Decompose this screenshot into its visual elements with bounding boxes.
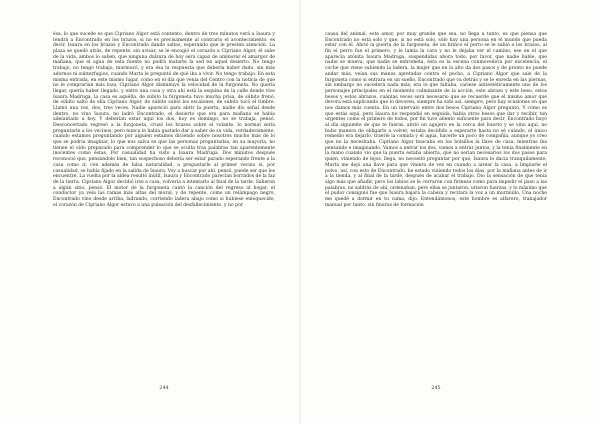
- left-page-paragraph: ésa, lo que sucede es que Cipriano Algor está contento, dentro de tres minutos verá a Isaura y tendrá a Encontrado en los brazos, si no es precisamente al contrario el acontecimiento, es decir, Isaura en los brazos y Encontrado dando saltos, esperando que le presten atención. La plaza se quedó atrás, de repente, sin avisar, se le encogió el corazón a Cipriano Algor, él sabe de la vida, ambos lo saben, que ninguna dulzura de hoy será capaz de aminorar el amargor de mañana, que el agua de esta fuente no podrá matarte la sed en aquel desierto. No tengo trabajo, no tengo trabajo, murmuró, y era ésa la respuesta que debería haber dado, sin más adornos ni subterfugios, cuando Marta le preguntó de qué iba a vivir. No tengo trabajo. En esta misma entrada, en este mismo lugar, como en el día que venía del Centro con la noticia de que no le comprarían más loza, Cipriano Algor disminuyó la velocidad de la furgoneta. No quería llegar, quería haber llegado, y entre una cosa y otra ahí está la esquina de la calle donde vive Isaura Madruga, la casa es aquélla, de súbito la furgoneta tuvo mucha prisa, de súbito frenó, de súbito saltó de ella Cipriano Algor, de súbito subió los escalones, de súbito tocó el timbre. Llamó una vez, dos, tres veces. Nadie apareció para abrir la puerta, nadie dio señal desde dentro, no vino Isaura, no ladró Encontrado, el desierto que era para mañana se había adelantado a hoy. Y deberían estar aquí los dos, hoy es domingo, no se trabaja, pensó. Desconcertado regresó a la furgoneta, cruzó los brazos sobre el volante, lo normal sería preguntarle a los vecinos, pero nunca le había gustado dar a saber de su vida, verdaderamente, cuando estamos preguntando por alguien estamos diciendo sobre nosotros mucho más de lo que se podría imaginar, lo que nos salva es que las personas preguntadas, en su mayoría, no tienen el oído preparado para comprender lo que se oculta tras palabras tan aparentemente inocentes como éstas, Por casualidad ha visto a Isaura Madruga. Dos minutos después reconoció que, pensándolo bien, tan sospechoso debería ser estar parado esperando frente a la casa como ir, con además de falsa naturalidad, a preguntarle al primer vecino si, por casualidad, se había fijado en la salida de Isaura. Voy a buscar por ahí, pensó, puede ser que los encuentre. La vuelta por la aldea resultó inútil, Isaura y Encontrado parecían borrados de la faz de la tierra. Cipriano Algor decidió irse a casa, volvería a intentarlo al final de la tarde. Salieron a algún sitio, pensó. El motor de la furgoneta cantó la canción del regreso al hogar, el conductor ya veía las ramas más altas del moral, y de repente, como un relámpago negro, Encontrado vino desde arriba, ladrando, corriendo ladera abajo como si hubiese enloquecido, el corazón de Cipriano Algor estuvo a una pulsación del desfallecimiento, y no por: [53, 32, 276, 208]
- right-page-number: 245: [431, 386, 441, 391]
- right-page-paragraph: causa del animal, este amor, por muy grande que sea, no llega a tanto, es que piensa que Encontrado no está solo y que, si no está solo, sólo hay una persona en el mundo que pueda estar con él. Abrió la puerta de la furgoneta, de un brinco el perro se le subió a los brazos, al fin el perro fue el primero, y le lamía la cara y no le dejaba ver el camino, ese en el que aparecía atónita Isaura Madruga, suspendidas ahora todo, por favor, que nadie hable, que nadie se mueva, que nadie se entrometa, ésta es la escena conmovedora por excelencia, el coche que viene subiendo la ladera, la mujer que en lo alto da dos pasos y de pronto no puede andar más, veían sus manos apretadas contra el pecho, a Cipriano Algor que sale de la furgoneta como si entrara en un sueño, Encontrado que va detrás y se le enreda en las piernas, sin embargo no sucederá nada más, era lo que faltaba, cariese antiestéticamente uno de los personajes principales en el momento culminante de la acción, este abrazo y este beso, estos besos y estos abrazos, cuántas veces será necesario que se recuerde que el mismo amor que devora está suplicando que lo devoren, siempre ha sido así, siempre, pero hay ocasiones en que nos damos más cuenta. En un intervalo entre dos besos Cipriano Algor preguntó, Y cómo es que estás aquí, pero Isaura no respondió en seguida, había otros besos que dar y recibir, tan urgentes como el primero de todos, por fin tuvo aliento suficiente para decir, Encontrado huyó al día siguiente de que te fueras, abrió un agujero en la cerca del huerto y se vino aquí, no hubo manera de obligarlo a volver, estaba decidido a esperarte hasta no sé cuándo, el único remedio era dejarlo, traerle la comida y el agua, hacerle un poco de compañía, aunque yo creo que no la necesitaba. Cipriano Algor buscaba en los bolsillos la llave de casa, mientras iba pensando e imaginando, Vamos a entrar los dos, vamos a entrar juntos, y la tenía finalmente en la mano cuando vio que la puerta estaba abierta, que no serían necesarios los dos pasos para quien, viniendo de lejos, llega, no necesitó preguntar por qué, Isaura le dacía tranquilamente, Marta me dejó una llave para que viniera de vez en cuando a airear la casa, a limpiarle el polvo, así, con esto de Encontrado, he estado viniendo todos los días, por la mañana antes de ir a la tienda, y al final de la tarde, después de acabar el trabajo. Dio la sensación de que tenía algo más que añadir, pero los labios se le cerraron con firmeza como para impedir el paso a las palabras, no saldrás de ahí, ordenaban, pero ellas se juntaron, urieron fuerzas, y lo máximo que el pudor consiguió fue que Isaura bajara la cabeza y recitara la voz a un murmullo, Una noche me quedé a dormir en tu cama, dijo. Entendámonos, este hombre es alfarero, trabajador manual por tanto, sin finuras de formación: [325, 32, 547, 208]
- right-page-text: [325, 32, 547, 208]
- left-page-number: 244: [159, 386, 169, 391]
- left-page-text: [53, 32, 275, 208]
- right-page: [300, 0, 600, 424]
